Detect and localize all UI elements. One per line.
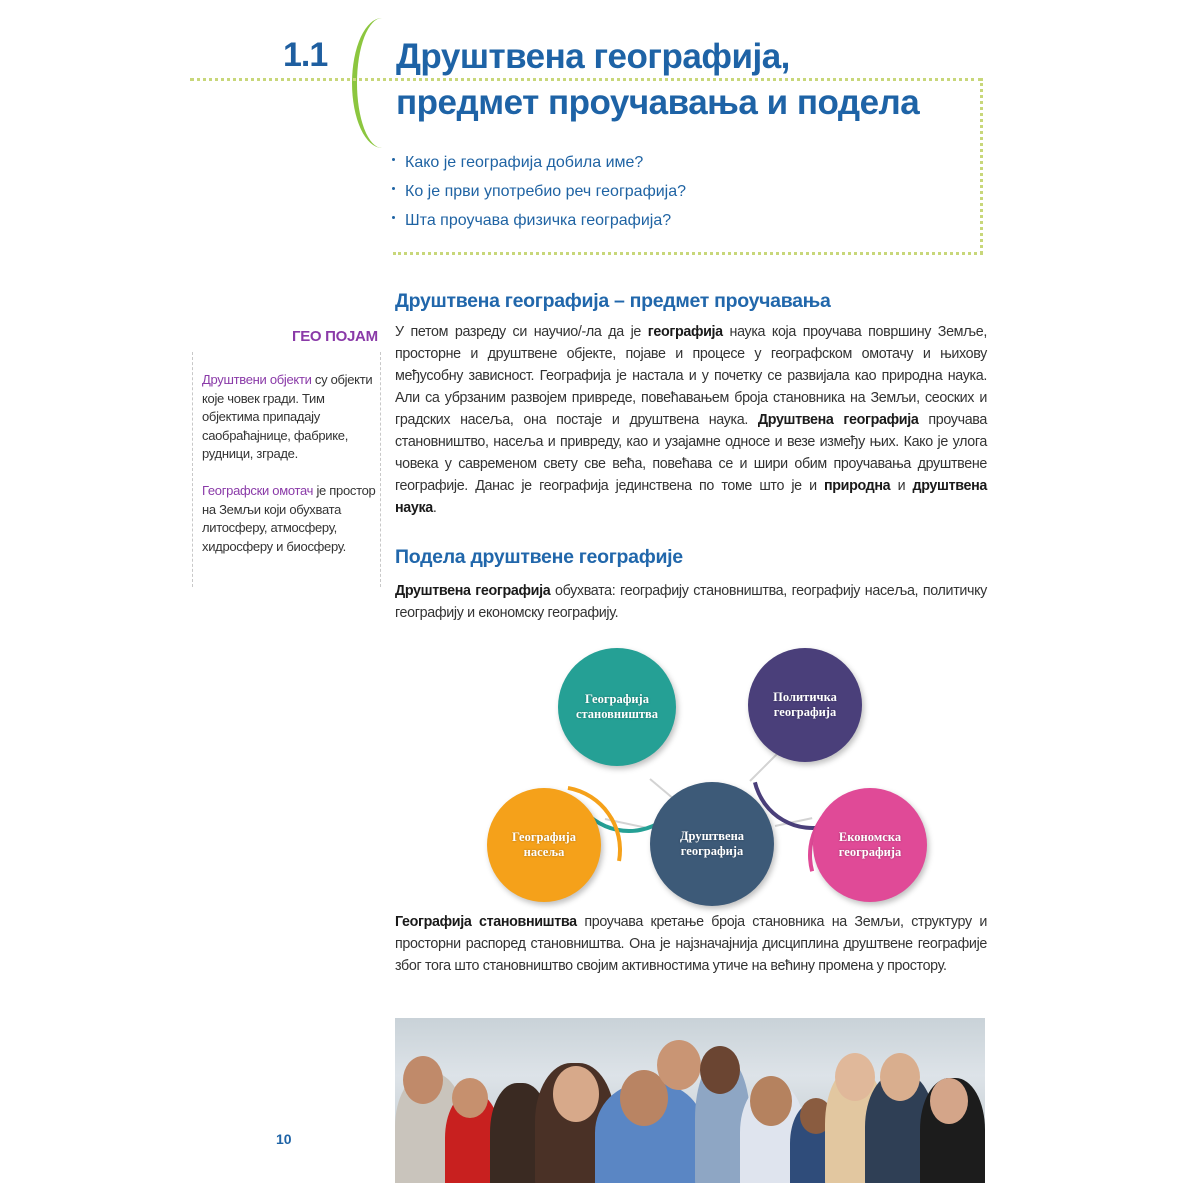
question-item: Шта проучава физичка географија?: [392, 206, 686, 235]
node-settlement-geography: Географија насеља: [487, 788, 601, 902]
sidebar-border-right: [380, 352, 381, 587]
question-item: Како је географија добила име?: [392, 148, 686, 177]
glossary-definition: су објекти које човек гради. Тим објектима припадају саобраћајнице, фабрике, рудници, зграде.: [202, 372, 373, 461]
photo-figure: [880, 1053, 920, 1101]
photo-figure: [930, 1078, 968, 1124]
node-political-geography: Политичка географија: [748, 648, 862, 762]
chapter-title-line1: Друштвена географија,: [396, 37, 790, 76]
chapter-title: [396, 34, 996, 126]
chapter-title-line2: предмет проучавања и подела: [396, 83, 920, 122]
photo-figure: [750, 1076, 792, 1126]
photo-figure: [452, 1078, 488, 1118]
bullet-icon: [392, 216, 395, 219]
dotted-divider-bottom: [393, 252, 983, 255]
section-heading-subject: Друштвена географија – предмет проучавања: [395, 290, 831, 312]
node-social-geography-center: Друштвена географија: [650, 782, 774, 906]
geo-term-heading: ГЕО ПОЈАМ: [292, 328, 378, 345]
glossary-term: Друштвени објекти: [202, 372, 312, 387]
page-number: 10: [276, 1131, 292, 1147]
node-economic-geography: Економска географија: [813, 788, 927, 902]
intro-questions: [392, 148, 686, 235]
photo-figure: [835, 1053, 875, 1101]
question-item: Ко је први употребио реч географија?: [392, 177, 686, 206]
paragraph-subject: У петом разреду си научио/-ла да је географија наука која проучава површину Земље, просторне и друштвене објекте, појаве и процесе у географском омотачу и њихову међусобну зависност. Географија је настала и у почетку се развијала као природна наука. Али са убрзаним развојем привреде, повећавањем броја становника на Земљи, сеоских и градских насеља, она постаје и друштвена наука. Друштвена географија проучава становништво, насеља и привреду, као и узајамне односе и везе између њих. Како је улога човека у савременом свету све већа, повећава се и шири обим проучавања друштвене географије. Данас је географија јединствена по томе што је и природна и друштвена наука.: [395, 324, 987, 516]
photo-figure: [700, 1046, 740, 1094]
branches-diagram: [470, 640, 920, 910]
paragraph-population: Географија становништва проучава кретање броја становника на Земљи, структуру и просторни распоред становништва. Она је најзначајнија дисциплина друштвене географије због тога што становништво својим активностима утиче на већину промена у простору.: [395, 914, 987, 974]
bullet-icon: [392, 187, 395, 190]
photo-figure: [553, 1066, 599, 1122]
glossary-entry: [202, 371, 380, 464]
people-photo: [395, 1018, 985, 1183]
node-population-geography: Географија становништва: [558, 648, 676, 766]
photo-figure: [403, 1056, 443, 1104]
glossary-entry: [202, 482, 380, 556]
bullet-icon: [392, 158, 395, 161]
paragraph-division: Друштвена географија обухвата: географију становништва, географију насеља, политичку географију и економску географију.: [395, 583, 987, 621]
glossary-definition: је простор на Земљи који обухвата литосферу, атмосферу, хидросферу и биосферу.: [202, 483, 376, 554]
sidebar-border-left: [192, 352, 193, 587]
chapter-number: 1.1: [283, 36, 328, 74]
glossary-term: Географски омотач: [202, 483, 314, 498]
section-heading-division: Подела друштвене географије: [395, 546, 683, 568]
photo-figure: [657, 1040, 701, 1090]
